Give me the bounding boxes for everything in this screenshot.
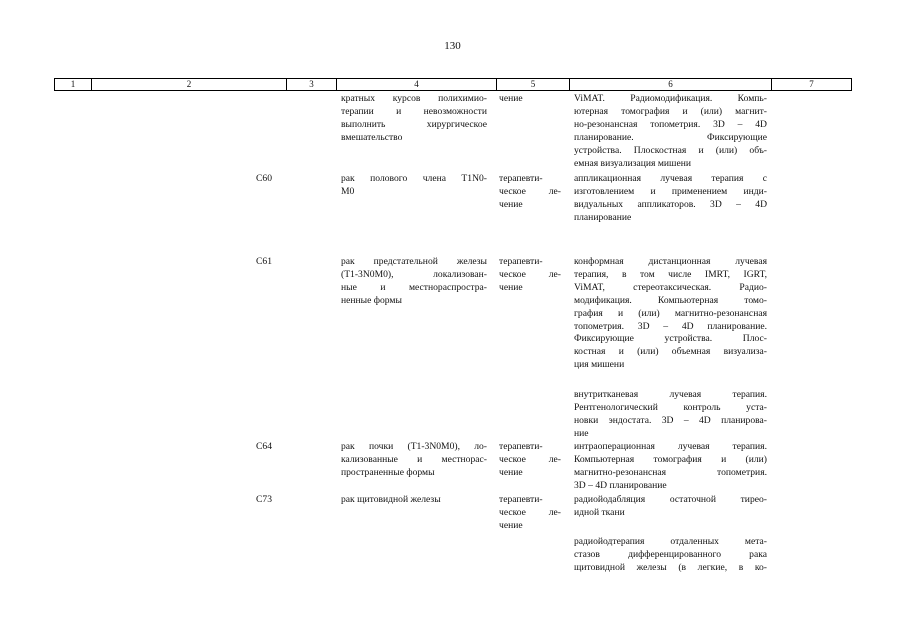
row3-col4-line: кализованные и местнорас- xyxy=(341,453,487,465)
row1-col6-line: видуальных аппликаторов. 3D – 4D xyxy=(574,198,767,210)
row2-col6b-line: новки эндостата. 3D – 4D планирова- xyxy=(574,414,767,426)
row2-col6-line: костная и (или) объемная визуализа- xyxy=(574,346,767,358)
row0-col6-line: емная визуализация мишени xyxy=(574,157,691,169)
row2-col4 xyxy=(341,256,487,308)
row3-col4 xyxy=(341,441,487,480)
row1-col5-line: терапевти- xyxy=(499,173,543,184)
row1-col6-line: аппликационная лучевая терапия с xyxy=(574,173,767,184)
row4-code: C73 xyxy=(256,494,272,505)
row1-col4-line: M0 xyxy=(341,185,355,197)
header-col-1: 1 xyxy=(54,79,91,90)
row2-col4-line: рак предстательной железы xyxy=(341,256,487,267)
row2-col4-line: ненные формы xyxy=(341,294,402,306)
row1-code: C60 xyxy=(256,173,272,184)
row1-col6 xyxy=(574,173,767,225)
row0-col4-line: кратных курсов полихимио- xyxy=(341,93,487,104)
row3-col6-line: Компьютерная томография и (или) xyxy=(574,453,767,465)
header-col-3: 3 xyxy=(286,79,336,90)
row4-col6b-line: щитовидной железы (в легкие, в ко- xyxy=(574,561,767,573)
row2-col6-line: Фиксирующие устройства. Плос- xyxy=(574,333,767,345)
row1-col5 xyxy=(499,173,561,212)
row4-col6-line: радиойодабляция остаточной тирео- xyxy=(574,494,767,505)
row1-col5-line: чение xyxy=(499,198,523,210)
row3-col6-line: интраоперационная лучевая терапия. xyxy=(574,441,767,452)
row3-col6 xyxy=(574,441,767,493)
row4-col6b-line: радиойодтерапия отдаленных мета- xyxy=(574,536,767,547)
row4-col4-line: рак щитовидной железы xyxy=(341,494,441,505)
row0-col4 xyxy=(341,93,487,145)
row1-col4-line: рак полового члена T1N0- xyxy=(341,173,487,184)
row2-col4-line: (T1-3N0M0), локализован- xyxy=(341,268,487,280)
row0-col4-line: терапии и невозможности xyxy=(341,105,487,117)
row2-col6-line: терапия, в том числе IMRT, IGRT, xyxy=(574,268,767,280)
row2-col6b-line: внутритканевая лучевая терапия. xyxy=(574,389,767,400)
row0-col6-line: но-резонансная топометрия. 3D – 4D xyxy=(574,118,767,130)
row3-col4-line: пространенные формы xyxy=(341,466,435,478)
row3-col6-line: магнитно-резонансная топометрия. xyxy=(574,466,767,478)
row4-col6 xyxy=(574,494,767,520)
row4-col5-line: ческое ле- xyxy=(499,506,561,518)
row0-col6-line: ViMAT. Радиомодификация. Компь- xyxy=(574,93,767,104)
row3-col5 xyxy=(499,441,561,480)
row0-col6-line: ютерная томография и (или) магнит- xyxy=(574,105,767,117)
row2-code: C61 xyxy=(256,256,272,267)
row0-col6-line: планирование. Фиксирующие xyxy=(574,131,767,143)
header-col-7: 7 xyxy=(771,79,851,90)
row2-col5 xyxy=(499,256,561,295)
row0-col4-line: выполнить хирургическое xyxy=(341,118,487,130)
row4-col5-line: терапевти- xyxy=(499,494,543,505)
row3-col5-line: чение xyxy=(499,466,523,478)
row2-col6b xyxy=(574,389,767,441)
table-header-row xyxy=(54,78,852,91)
row2-col6b-line: ние xyxy=(574,427,589,439)
row2-col6-line: ция мишени xyxy=(574,359,625,371)
row2-col4-line: ные и местнораспростра- xyxy=(341,281,487,293)
page-number: 130 xyxy=(444,40,461,52)
row0-col5 xyxy=(499,93,561,106)
row4-col6-line: идной ткани xyxy=(574,506,625,518)
row4-col5-line: чение xyxy=(499,519,523,531)
header-col-2: 2 xyxy=(91,79,286,90)
row2-col6-line: конформная дистанционная лучевая xyxy=(574,256,767,267)
row3-code: C64 xyxy=(256,441,272,452)
row4-col6b-line: стазов дифференцированного рака xyxy=(574,548,767,560)
row2-col6 xyxy=(574,256,767,372)
row2-col5-line: чение xyxy=(499,281,523,293)
row3-col5-line: ческое ле- xyxy=(499,453,561,465)
header-col-6: 6 xyxy=(569,79,771,90)
row0-col6 xyxy=(574,93,767,170)
header-col-5: 5 xyxy=(496,79,569,90)
header-col-4: 4 xyxy=(336,79,496,90)
row0-col4-line: вмешательство xyxy=(341,131,403,143)
row4-col4 xyxy=(341,494,487,507)
row1-col5-line: ческое ле- xyxy=(499,185,561,197)
row2-col6-line: топометрия. 3D – 4D планирование. xyxy=(574,320,767,332)
row1-col4 xyxy=(341,173,487,199)
row2-col6-line: модификация. Компьютерная томо- xyxy=(574,294,767,306)
row3-col6-line: 3D – 4D планирование xyxy=(574,479,667,491)
row4-col6b xyxy=(574,536,767,575)
row1-col6-line: планирование xyxy=(574,211,632,223)
row1-col6-line: изготовлением и применением инди- xyxy=(574,185,767,197)
row2-col6-line: графия и (или) магнитно-резонансная xyxy=(574,307,767,319)
row0-col6-line: устройства. Плоскостная и (или) объ- xyxy=(574,144,767,156)
row3-col4-line: рак почки (T1-3N0M0), ло- xyxy=(341,441,487,452)
row0-col5-line: чение xyxy=(499,93,523,104)
row4-col5 xyxy=(499,494,561,533)
row3-col5-line: терапевти- xyxy=(499,441,543,452)
row2-col6b-line: Рентгенологический контроль уста- xyxy=(574,401,767,413)
row2-col5-line: ческое ле- xyxy=(499,268,561,280)
row2-col5-line: терапевти- xyxy=(499,256,543,267)
row2-col6-line: ViMAT, стереотаксическая. Радио- xyxy=(574,281,767,293)
